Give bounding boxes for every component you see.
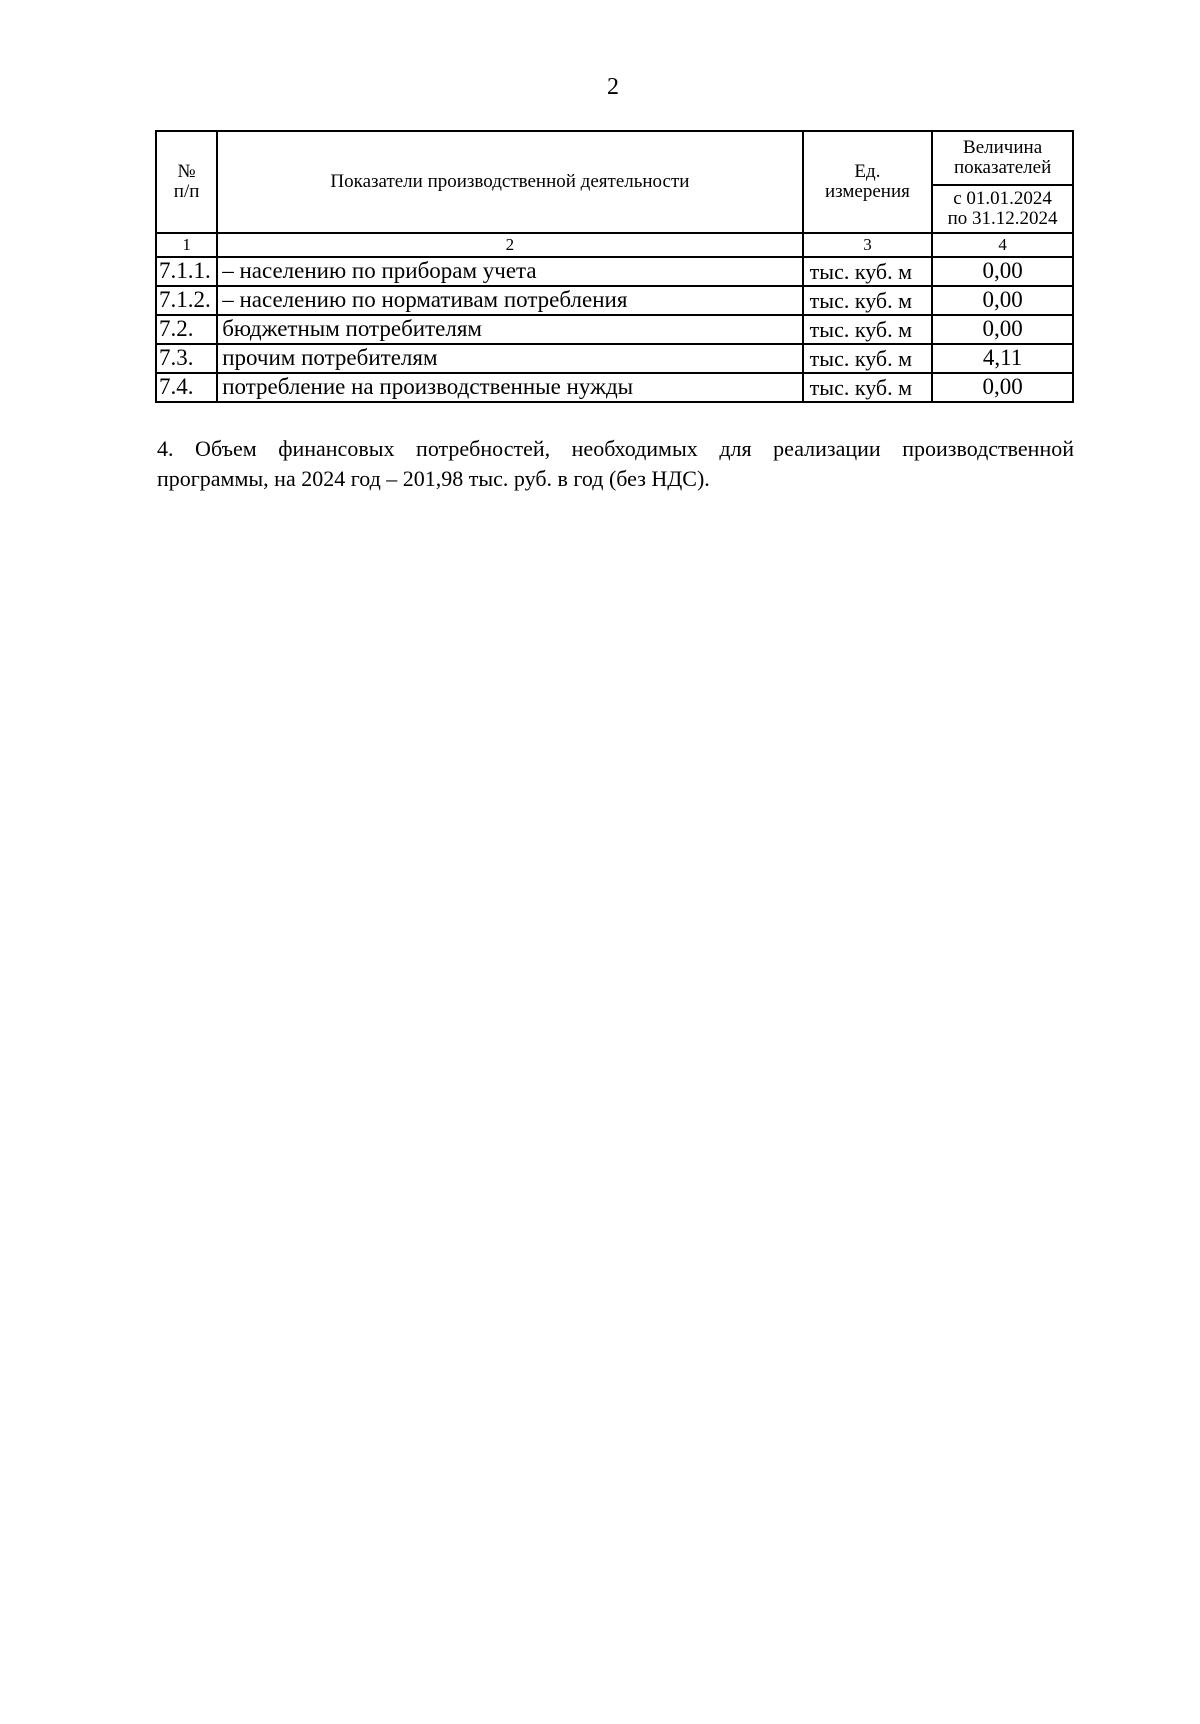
table-row [156,286,1073,315]
header-indicator: Показатели производственной деятельности [217,131,802,233]
paragraph-line-2: программы, на 2024 год – 201,98 тыс. руб. в год (без НДС). [157,466,710,491]
table-row [156,344,1073,373]
page-number: 2 [607,74,619,100]
row-indicator: прочим потребителям [217,344,802,373]
row-value: 4,11 [932,344,1073,373]
row-indicator: – населению по нормативам потребления [217,286,802,315]
row-unit: тыс. куб. м [803,373,933,402]
header-unit: Ед. измерения [803,131,933,233]
column-index: 1 [156,233,217,257]
column-index: 2 [217,233,802,257]
row-unit: тыс. куб. м [803,344,933,373]
row-unit: тыс. куб. м [803,315,933,344]
row-value: 0,00 [932,257,1073,286]
header-value-period: с 01.01.2024 по 31.12.2024 [932,185,1073,233]
column-index: 3 [803,233,933,257]
row-number: 7.4. [156,373,217,402]
indicators-table [155,130,1074,403]
row-indicator: потребление на производственные нужды [217,373,802,402]
row-value: 0,00 [932,373,1073,402]
paragraph-line-1: 4. Объем финансовых потребностей, необходимых для реализации производственной [157,436,1074,461]
row-number: 7.1.1. [156,257,217,286]
header-num: № п/п [156,131,217,233]
row-number: 7.1.2. [156,286,217,315]
row-unit: тыс. куб. м [803,257,933,286]
row-unit: тыс. куб. м [803,286,933,315]
financial-needs-paragraph [157,434,1074,494]
header-value-group: Величина показателей [932,131,1073,185]
row-indicator: бюджетным потребителям [217,315,802,344]
column-index-row [156,233,1073,257]
row-number: 7.2. [156,315,217,344]
table-row [156,373,1073,402]
column-index: 4 [932,233,1073,257]
row-indicator: – населению по приборам учета [217,257,802,286]
row-value: 0,00 [932,315,1073,344]
row-number: 7.3. [156,344,217,373]
table-row [156,257,1073,286]
table-row [156,315,1073,344]
row-value: 0,00 [932,286,1073,315]
